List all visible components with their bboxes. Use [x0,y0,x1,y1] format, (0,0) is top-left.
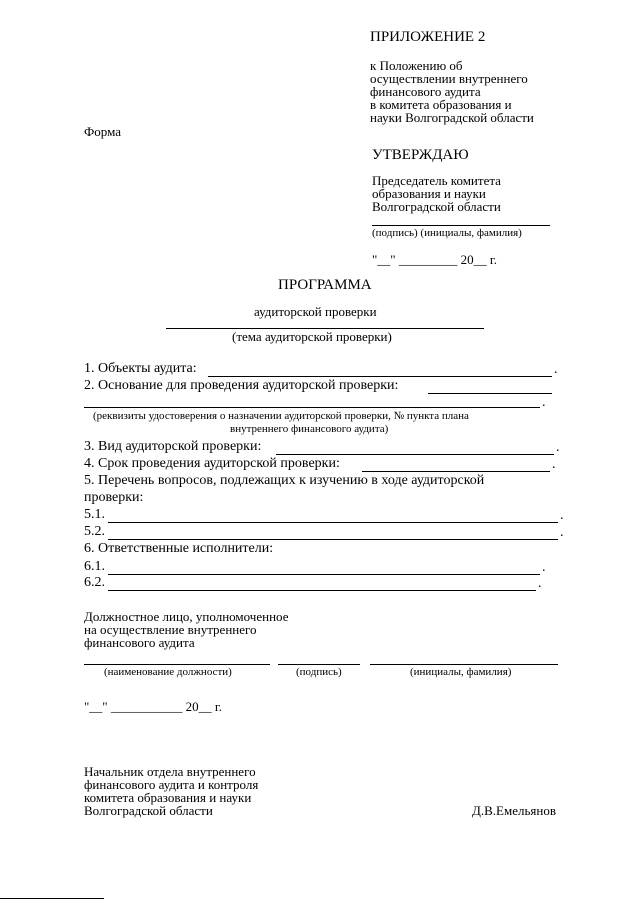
item-questions: 5. Перечень вопросов, подлежащих к изучению в ходе аудиторской [84,473,485,488]
official-line: Должностное лицо, уполномоченное [84,609,289,624]
approver-line: образования и науки [372,186,486,201]
item-5-1: 5.1. [84,507,105,522]
item-period: . [556,440,560,455]
footer-line: Начальник отдела внутреннего [84,764,256,779]
item-period: . [554,362,558,377]
appendix-line: осуществлении внутреннего [370,71,528,86]
item-5-2: 5.2. [84,524,105,539]
form-label: Форма [84,124,121,139]
program-subtitle: аудиторской проверки [254,304,377,319]
position-signature-line[interactable] [84,664,270,665]
item-basis: 2. Основание для проведения аудиторской проверки: [84,378,399,393]
appendix-line: науки Волгоградской области [370,110,534,125]
sign-caption: (подпись) [296,666,342,678]
approval-date: "__" _________ 20__ г. [372,252,497,267]
item-period: . [560,525,564,540]
appendix-line: к Положению об [370,58,463,73]
item-kind: 3. Вид аудиторской проверки: [84,439,262,454]
signature-caption: (подпись) (инициалы, фамилия) [372,227,522,239]
item-6-2: 6.2. [84,575,105,590]
basis-caption: (реквизиты удостоверения о назначении аудиторской проверки, № пункта плана [93,410,469,422]
approver-line: Председатель комитета [372,173,501,188]
item-term: 4. Срок проведения аудиторской проверки: [84,456,340,471]
question-1-line[interactable] [108,522,558,523]
executor-2-line[interactable] [108,590,536,591]
initials-line[interactable] [370,664,558,665]
approve-heading: УТВЕРЖДАЮ [372,147,469,163]
footer-line: комитета образования и науки [84,790,252,805]
executor-1-line[interactable] [108,574,540,575]
item-questions-cont: проверки: [84,490,144,505]
initials-caption: (инициалы, фамилия) [410,666,512,678]
topic-caption: (тема аудиторской проверки) [232,329,392,344]
item-objects: 1. Объекты аудита: [84,361,197,376]
term-field-line[interactable] [362,471,550,472]
basis-field-line[interactable] [428,393,552,394]
objects-field-line[interactable] [208,376,552,377]
item-period: . [542,560,546,575]
question-2-line[interactable] [108,539,558,540]
signature-line [372,225,550,226]
head-name: Д.В.Емельянов [472,803,556,818]
appendix-line: финансового аудита [370,84,481,99]
item-period: . [538,576,542,591]
appendix-line: в комитета образования и [370,97,512,112]
position-caption: (наименование должности) [104,666,232,678]
item-period: . [552,457,556,472]
appendix-title: ПРИЛОЖЕНИЕ 2 [370,29,486,45]
kind-field-line[interactable] [276,454,554,455]
basis-field-line-2[interactable] [84,407,540,408]
footer-line: Волгоградской области [84,803,213,818]
footnote-separator [0,898,104,899]
item-executors: 6. Ответственные исполнители: [84,541,274,556]
footer-line: финансового аудита и контроля [84,777,259,792]
program-title: ПРОГРАММА [278,277,372,293]
item-period: . [542,395,546,410]
item-period: . [560,508,564,523]
official-line: на осуществление внутреннего [84,622,257,637]
official-line: финансового аудита [84,635,195,650]
basis-caption: внутреннего финансового аудита) [230,423,389,435]
approver-line: Волгоградской области [372,199,501,214]
sign-line[interactable] [278,664,360,665]
official-date: "__" ___________ 20__ г. [84,699,222,714]
item-6-1: 6.1. [84,559,105,574]
